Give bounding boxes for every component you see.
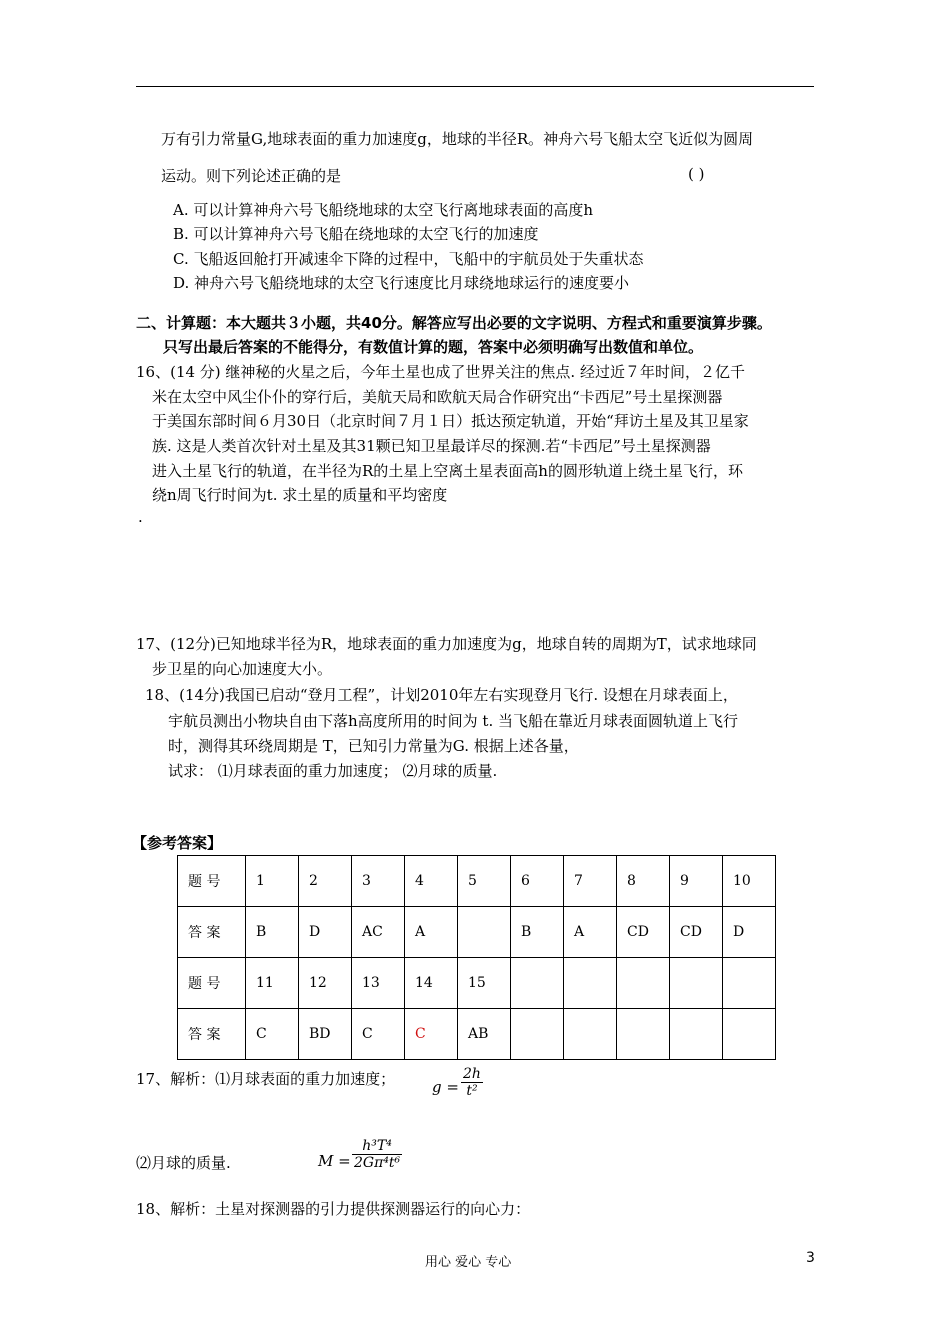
row-label: 题 号: [178, 958, 246, 1009]
q16-dot: .: [138, 508, 143, 526]
table-cell: 4: [405, 856, 458, 907]
table-cell: 11: [246, 958, 299, 1009]
table-cell: B: [246, 907, 299, 958]
q16-line: 进入土星飞行的轨道，在半径为R的土星上空离土星表面高h的圆形轨道上绕土星飞行，环: [152, 462, 743, 480]
table-row: [178, 856, 776, 907]
table-cell: 1: [246, 856, 299, 907]
table-cell: A: [564, 907, 617, 958]
formula-17b-denominator: 2Gπ⁴t⁶: [354, 1155, 401, 1171]
section2-heading-line2: 只写出最后答案的不能得分，有数值计算的题，答案中必须明确写出数值和单位。: [163, 338, 704, 356]
q18-line: 宇航员测出小物块自由下落h高度所用的时间为 t. 当飞船在靠近月球表面圆轨道上飞行: [168, 712, 738, 730]
table-cell: [511, 1009, 564, 1060]
table-cell: [617, 1009, 670, 1060]
formula-17b-lhs: M =: [318, 1152, 351, 1170]
q15-line2: 运动。则下列论述正确的是: [161, 167, 342, 185]
table-row: [178, 1009, 776, 1060]
section2-heading-line1: 二、计算题：本大题共３小题，共40分。解答应写出必要的文字说明、方程式和重要演算步骤。: [136, 314, 772, 332]
formula-17-denominator: t²: [466, 1083, 478, 1099]
table-cell: [617, 958, 670, 1009]
table-cell: 2: [299, 856, 352, 907]
solution-17-text: 17、解析：⑴月球表面的重力加速度；: [136, 1070, 396, 1088]
q16-line: 族. 这是人类首次针对土星及其31颗已知卫星最详尽的探测.若“卡西尼”号土星探测器: [152, 437, 711, 455]
table-cell: B: [511, 907, 564, 958]
q16-line: 米在太空中风尘仆仆的穿行后，美航天局和欧航天局合作研究出“卡西尼”号土星探测器: [152, 388, 723, 406]
table-cell: 5: [458, 856, 511, 907]
table-cell: 3: [352, 856, 405, 907]
q15-option-c: C. 飞船返回舱打开减速伞下降的过程中，飞船中的宇航员处于失重状态: [173, 250, 644, 268]
formula-17b-numerator: h³T⁴: [362, 1138, 392, 1154]
q18-line: 18、(14分)我国已启动“登月工程”，计划2010年左右实现登月飞行. 设想在月球表面上，: [145, 686, 738, 704]
table-cell: [564, 1009, 617, 1060]
q15-option-b: B. 可以计算神舟六号飞船在绕地球的太空飞行的加速度: [173, 225, 539, 243]
row-label: 答 案: [178, 1009, 246, 1060]
formula-17-lhs: g =: [432, 1078, 459, 1096]
table-cell-highlighted: C: [405, 1009, 458, 1060]
table-cell: 15: [458, 958, 511, 1009]
table-cell: 9: [670, 856, 723, 907]
q16-line: 绕n周飞行时间为t. 求土星的质量和平均密度: [152, 486, 448, 504]
table-cell: [564, 958, 617, 1009]
q18-line: 试求： ⑴月球表面的重力加速度； ⑵月球的质量.: [168, 762, 498, 780]
header-rule: [136, 86, 814, 87]
formula-17-numerator: 2h: [463, 1066, 481, 1082]
table-cell: AB: [458, 1009, 511, 1060]
q17-line1: 17、(12分)已知地球半径为R，地球表面的重力加速度为g，地球自转的周期为T，试求地球同: [136, 635, 757, 653]
q15-option-d: D. 神舟六号飞船绕地球的太空飞行速度比月球绕地球运行的速度要小: [173, 274, 630, 292]
table-cell: [458, 907, 511, 958]
q15-option-a: A. 可以计算神舟六号飞船绕地球的太空飞行离地球表面的高度h: [173, 201, 594, 219]
table-cell: D: [299, 907, 352, 958]
page-number: 3: [806, 1250, 815, 1266]
table-cell: CD: [670, 907, 723, 958]
table-cell: [670, 958, 723, 1009]
q15-line1: 万有引力常量G,地球表面的重力加速度g，地球的半径R。神舟六号飞船太空飞近似为圆周: [161, 130, 754, 148]
answers-heading: 【参考答案】: [132, 834, 223, 852]
table-cell: 6: [511, 856, 564, 907]
table-cell: [723, 1009, 776, 1060]
q18-line: 时，测得其环绕周期是 T，已知引力常量为G. 根据上述各量，: [168, 737, 579, 755]
table-cell: 13: [352, 958, 405, 1009]
answer-table: [177, 855, 776, 1060]
table-cell: 12: [299, 958, 352, 1009]
formula-17b-fraction: [352, 1138, 402, 1171]
table-cell: C: [246, 1009, 299, 1060]
table-cell: 7: [564, 856, 617, 907]
row-label: 答 案: [178, 907, 246, 958]
row-label: 题 号: [178, 856, 246, 907]
table-cell: [511, 958, 564, 1009]
formula-17-fraction: [461, 1066, 483, 1099]
q16-line: 16、(14 分) 继神秘的火星之后，今年土星也成了世界关注的焦点. 经过近７年时间，２亿千: [136, 363, 745, 381]
table-cell: 14: [405, 958, 458, 1009]
q17-line2: 步卫星的向心加速度大小。: [152, 660, 333, 678]
q15-answer-bracket: ( ): [688, 165, 705, 183]
table-cell: CD: [617, 907, 670, 958]
table-cell: AC: [352, 907, 405, 958]
solution-18-text: 18、解析：土星对探测器的引力提供探测器运行的向心力：: [136, 1200, 531, 1218]
solution-17b-text: ⑵月球的质量.: [136, 1154, 231, 1172]
table-cell: 8: [617, 856, 670, 907]
footer-center-text: 用心 爱心 专心: [425, 1255, 512, 1270]
table-cell: 10: [723, 856, 776, 907]
table-cell: [670, 1009, 723, 1060]
q16-line: 于美国东部时间６月30日（北京时间７月１日）抵达预定轨道，开始“拜访土星及其卫星家: [152, 412, 749, 430]
table-cell: C: [352, 1009, 405, 1060]
table-cell: BD: [299, 1009, 352, 1060]
table-cell: [723, 958, 776, 1009]
table-row: [178, 907, 776, 958]
table-cell: A: [405, 907, 458, 958]
table-row: [178, 958, 776, 1009]
table-cell: D: [723, 907, 776, 958]
